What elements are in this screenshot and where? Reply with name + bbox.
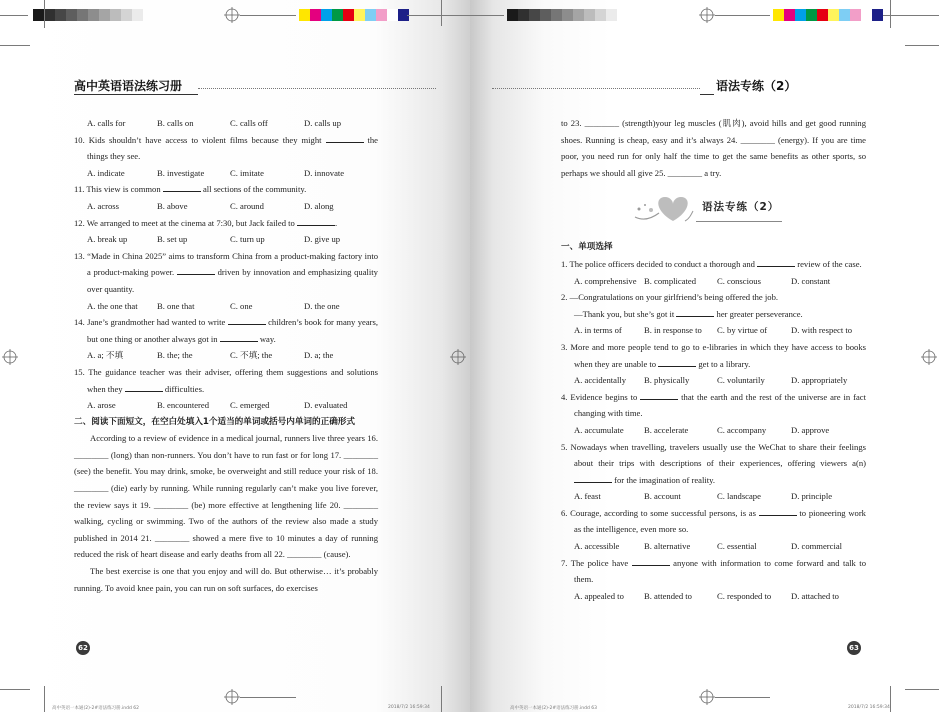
registration-mark-icon <box>224 689 240 705</box>
calibration-swatch <box>540 9 551 21</box>
option-c: C. turn up <box>230 234 265 245</box>
answer-blank <box>228 316 266 325</box>
option-b: B. accelerate <box>644 424 689 435</box>
question-text: . <box>334 217 338 228</box>
answer-blank <box>220 333 258 342</box>
calibration-swatch <box>376 9 387 21</box>
passage-paragraph: According to a review of evidence in a medical journal, runners live three years 16. ________ (long) than non-runners. You don’t have to run fast or for long 17. ________ (see) the benefit. You may drink, smoke, be overweight and still reduce your risk of 18. ________ (die) early by running. While running regularly can’t make you live forever, the review says it 19. ________ (be) more effective at lengthening life 20. ________ walking, cycling or swimming. Two of the authors of the review also made a study published in 2014 21. ________ showed a mere five to 10 minutes a day of running reduced the risk of heart disease and early deaths from all 22. ________ (cause). <box>74 433 378 560</box>
calibration-swatch <box>110 9 121 21</box>
option-c: C. conscious <box>717 275 761 286</box>
answer-blank <box>125 383 163 392</box>
option-a: A. across <box>87 200 119 211</box>
color-calibration-bar <box>299 9 409 21</box>
option-d: D. with respect to <box>791 325 853 336</box>
print-date: 2018/7/2 16:59:34 <box>848 705 890 710</box>
banner-underline <box>696 221 782 222</box>
question-text: 3. More and more people tend to go to e-libraries in which they have access to books when they are unable to <box>561 341 866 369</box>
passage-paragraph: The best exercise is one that you enjoy and will do. But otherwise… it’s probably running. To avoid knee pain, you can run on soft surfaces, do exercises <box>74 566 378 593</box>
crop-mark <box>44 686 45 712</box>
answer-options <box>74 165 378 182</box>
option-b: B. set up <box>157 234 188 245</box>
crop-mark <box>715 15 770 16</box>
calibration-swatch <box>795 9 806 21</box>
question-text: for the imagination of reality. <box>612 474 716 485</box>
question-text: 4. Evidence begins to <box>561 391 641 402</box>
question-text: way. <box>257 333 276 344</box>
registration-mark-icon <box>699 689 715 705</box>
question <box>74 215 378 232</box>
question <box>561 256 866 273</box>
answer-blank <box>177 266 215 275</box>
option-b: B. above <box>157 200 188 211</box>
print-date: 2018/7/2 16:59:34 <box>388 705 430 710</box>
answer-blank <box>658 358 696 367</box>
answer-options <box>561 322 866 339</box>
calibration-swatch <box>850 9 861 21</box>
option-c: C. one <box>230 300 253 311</box>
question-text: 2. —Congratulations on your girlfriend’s being offered the job. <box>561 292 779 303</box>
answer-options <box>74 347 378 364</box>
calibration-swatch <box>872 9 883 21</box>
answer-blank <box>326 134 364 143</box>
option-c: C. landscape <box>717 491 761 502</box>
option-c: C. accompany <box>717 424 767 435</box>
header-dotted-rule <box>198 88 436 89</box>
calibration-swatch <box>354 9 365 21</box>
question-text: review of the case. <box>795 258 862 269</box>
question-text: 7. The police have <box>561 557 632 568</box>
question <box>74 181 378 198</box>
option-b: B. in response to <box>644 325 702 336</box>
calibration-swatch <box>321 9 332 21</box>
answer-blank <box>574 474 612 483</box>
right-page-content <box>561 115 866 604</box>
option-d: D. commercial <box>791 541 843 552</box>
crop-mark <box>407 15 470 16</box>
question-text: 6. Courage, according to some successful persons, is as <box>561 507 759 518</box>
question-text: 10. Kids shouldn’t have access to violent films because they might <box>74 134 326 145</box>
print-footer: 高中英语一本通(2)-2#语法练习册.indd 63 <box>510 706 598 711</box>
question-text: 15. The guidance teacher was their adviser, offering them suggestions and solutions when they <box>74 366 378 394</box>
crop-mark <box>441 0 442 26</box>
crop-mark <box>0 15 28 16</box>
option-d: D. a; the <box>304 350 334 361</box>
question <box>561 306 866 323</box>
calibration-swatch <box>99 9 110 21</box>
question-text: get to a library. <box>696 358 751 369</box>
answer-options <box>561 422 866 439</box>
question-text: her greater perseverance. <box>714 308 803 319</box>
option-a: A. a; 不填 <box>87 350 124 361</box>
option-a: A. accessible <box>574 541 620 552</box>
crop-mark <box>240 697 296 698</box>
option-a: A. comprehensive <box>574 275 637 286</box>
calibration-swatch <box>595 9 606 21</box>
calibration-swatch <box>828 9 839 21</box>
calibration-swatch <box>66 9 77 21</box>
option-a: A. break up <box>87 234 128 245</box>
option-b: B. attended to <box>644 590 692 601</box>
option-a: A. in terms of <box>574 325 622 336</box>
crop-mark <box>441 686 442 712</box>
question-text: anyone with information to come forward and talk to them. <box>574 557 866 585</box>
option-d: D. calls up <box>304 118 341 128</box>
question <box>74 364 378 397</box>
crop-mark <box>890 0 891 28</box>
question <box>561 505 866 538</box>
registration-mark-icon <box>450 349 466 365</box>
calibration-swatch <box>773 9 784 21</box>
header-dotted-rule <box>492 88 700 89</box>
question <box>561 289 866 306</box>
passage-continuation <box>561 115 866 181</box>
option-d: D. constant <box>791 275 831 286</box>
calibration-swatch <box>77 9 88 21</box>
option-d: D. give up <box>304 234 341 245</box>
calibration-swatch <box>310 9 321 21</box>
header-title: 高中英语语法练习册 <box>74 79 183 93</box>
option-a: A. accumulate <box>574 424 624 435</box>
answer-options <box>74 231 378 248</box>
color-calibration-bar <box>773 9 883 21</box>
option-c: C. calls off <box>230 118 268 128</box>
question-text: driven by innovation and emphasizing quality over quantity. <box>87 267 378 294</box>
calibration-swatch <box>562 9 573 21</box>
option-b: B. the; the <box>157 350 193 361</box>
answer-blank <box>757 258 795 267</box>
crop-mark <box>44 0 45 28</box>
crop-mark <box>715 697 770 698</box>
answer-blank <box>759 507 797 516</box>
crop-mark <box>0 45 30 46</box>
right-page <box>470 0 939 712</box>
answer-options <box>561 488 866 505</box>
question <box>74 314 378 347</box>
calibration-swatch <box>606 9 617 21</box>
option-d: D. evaluated <box>304 400 348 411</box>
answer-options <box>74 298 378 315</box>
question <box>74 132 378 165</box>
crop-mark <box>240 15 296 16</box>
answer-blank <box>632 557 670 566</box>
answer-options <box>74 115 378 132</box>
question-text: difficulties. <box>162 383 205 394</box>
answer-options <box>561 588 866 605</box>
calibration-swatch <box>839 9 850 21</box>
page-number: 63 <box>847 641 861 655</box>
option-b: B. alternative <box>644 541 691 552</box>
option-c: C. essential <box>717 541 757 552</box>
option-b: B. complicated <box>644 275 697 286</box>
calibration-swatch <box>299 9 310 21</box>
heart-decoration-icon <box>633 191 695 227</box>
gray-calibration-bar <box>33 9 143 21</box>
section-heading: 二、阅读下面短文，在空白处填入1个适当的单词或括号内单词的正确形式 <box>74 416 355 427</box>
option-a: A. feast <box>574 491 601 502</box>
question-text: 11. This view is common <box>74 184 163 195</box>
question-text: to pioneering work as the intelligence, even more so. <box>574 507 866 535</box>
option-d: D. attached to <box>791 590 839 601</box>
option-a: A. arose <box>87 400 116 411</box>
header-rule <box>700 94 714 95</box>
option-b: B. encountered <box>157 400 210 411</box>
option-a: A. calls for <box>87 118 126 128</box>
gray-calibration-bar <box>507 9 617 21</box>
question-text: the things they see. <box>87 134 378 162</box>
crop-mark <box>905 689 939 690</box>
calibration-swatch <box>343 9 354 21</box>
answer-options <box>561 273 866 290</box>
option-c: C. responded to <box>717 590 772 601</box>
page-number: 62 <box>76 641 90 655</box>
crop-mark <box>0 689 30 690</box>
crop-mark <box>890 686 891 712</box>
option-d: D. appropriately <box>791 375 848 386</box>
option-c: C. by virtue of <box>717 325 768 336</box>
section-heading: 一、单项选择 <box>561 242 613 253</box>
header-title: 语法专练（2） <box>716 79 797 93</box>
calibration-swatch <box>55 9 66 21</box>
crop-mark <box>905 45 939 46</box>
question <box>74 248 378 298</box>
calibration-swatch <box>551 9 562 21</box>
calibration-swatch <box>44 9 55 21</box>
option-b: B. account <box>644 491 681 502</box>
question <box>561 555 866 588</box>
calibration-swatch <box>121 9 132 21</box>
answer-options <box>74 397 378 414</box>
answer-options <box>561 372 866 389</box>
registration-mark-icon <box>921 349 937 365</box>
option-d: D. principle <box>791 491 833 502</box>
answer-options <box>74 198 378 215</box>
print-footer: 高中英语一本通(2)-2#语法练习册.indd 62 <box>52 706 140 711</box>
calibration-swatch <box>861 9 872 21</box>
question-text: that the earth and the rest of the universe are in fact changing with time. <box>574 391 866 419</box>
option-a: A. the one that <box>87 300 138 311</box>
header-rule <box>74 94 198 95</box>
option-a: A. accidentally <box>574 375 627 386</box>
option-c: C. imitate <box>230 167 264 178</box>
question <box>561 439 866 489</box>
passage-paragraph: to 23. ________ (strength)your leg muscles (肌肉), avoid hills and get good running shoes. Running is cheap, easy and it’s always 24. ________ (energy). If you are time poor, you need run for only half the time to get the same benefits as other sports, so perhaps we should all give 25. ________ a try. <box>561 118 866 178</box>
calibration-swatch <box>507 9 518 21</box>
question <box>561 339 866 372</box>
registration-mark-icon <box>2 349 18 365</box>
calibration-swatch <box>806 9 817 21</box>
option-d: D. the one <box>304 300 340 311</box>
crop-mark <box>883 15 939 16</box>
question-text: —Thank you, but she’s got it <box>574 308 677 319</box>
option-a: A. appealed to <box>574 590 624 601</box>
question-text: 13. “Made in China 2025” aims to transform China from a product-making factory into a product-making power. <box>74 250 378 278</box>
question <box>561 389 866 422</box>
calibration-swatch <box>529 9 540 21</box>
question-text: 14. Jane’s grandmother had wanted to write <box>74 317 228 328</box>
calibration-swatch <box>518 9 529 21</box>
option-b: B. physically <box>644 375 690 386</box>
question-text: children’s book for many years, but one thing or another always got in <box>87 317 378 344</box>
answer-blank <box>297 217 338 228</box>
calibration-swatch <box>33 9 44 21</box>
banner-title: 语法专练（2） <box>702 201 780 214</box>
option-c: C. emerged <box>230 400 270 411</box>
calibration-swatch <box>817 9 828 21</box>
calibration-swatch <box>784 9 795 21</box>
calibration-swatch <box>88 9 99 21</box>
answer-options <box>561 538 866 555</box>
exercise-list <box>561 239 866 604</box>
option-a: A. indicate <box>87 167 125 178</box>
question-text: 5. Nowadays when travelling, travelers usually use the WeChat to share their feelings about their trips with descriptions of their experiences, offering viewers a(n) <box>561 441 866 469</box>
option-c: C. voluntarily <box>717 375 765 386</box>
option-b: B. calls on <box>157 118 194 128</box>
registration-mark-icon <box>699 7 715 23</box>
option-d: D. approve <box>791 424 830 435</box>
question-text: 12. We arranged to meet at the cinema at 7:30, but Jack failed to <box>74 217 297 228</box>
calibration-swatch <box>132 9 143 21</box>
crop-mark <box>470 15 504 16</box>
calibration-swatch <box>573 9 584 21</box>
option-c: C. 不填; the <box>230 350 273 361</box>
option-d: D. along <box>304 200 334 211</box>
registration-mark-icon <box>224 7 240 23</box>
answer-blank <box>676 308 714 317</box>
option-b: B. one that <box>157 300 195 311</box>
question-text: all sections of the community. <box>200 184 307 195</box>
calibration-swatch <box>584 9 595 21</box>
option-c: C. around <box>230 200 264 211</box>
answer-blank <box>640 391 678 400</box>
option-b: B. investigate <box>157 167 205 178</box>
question-text: 1. The police officers decided to conduct a thorough and <box>561 258 758 269</box>
left-page-content <box>74 115 378 596</box>
option-d: D. innovate <box>304 167 345 178</box>
answer-blank <box>163 183 201 192</box>
calibration-swatch <box>387 9 398 21</box>
section-banner <box>561 189 866 235</box>
calibration-swatch <box>332 9 343 21</box>
calibration-swatch <box>365 9 376 21</box>
